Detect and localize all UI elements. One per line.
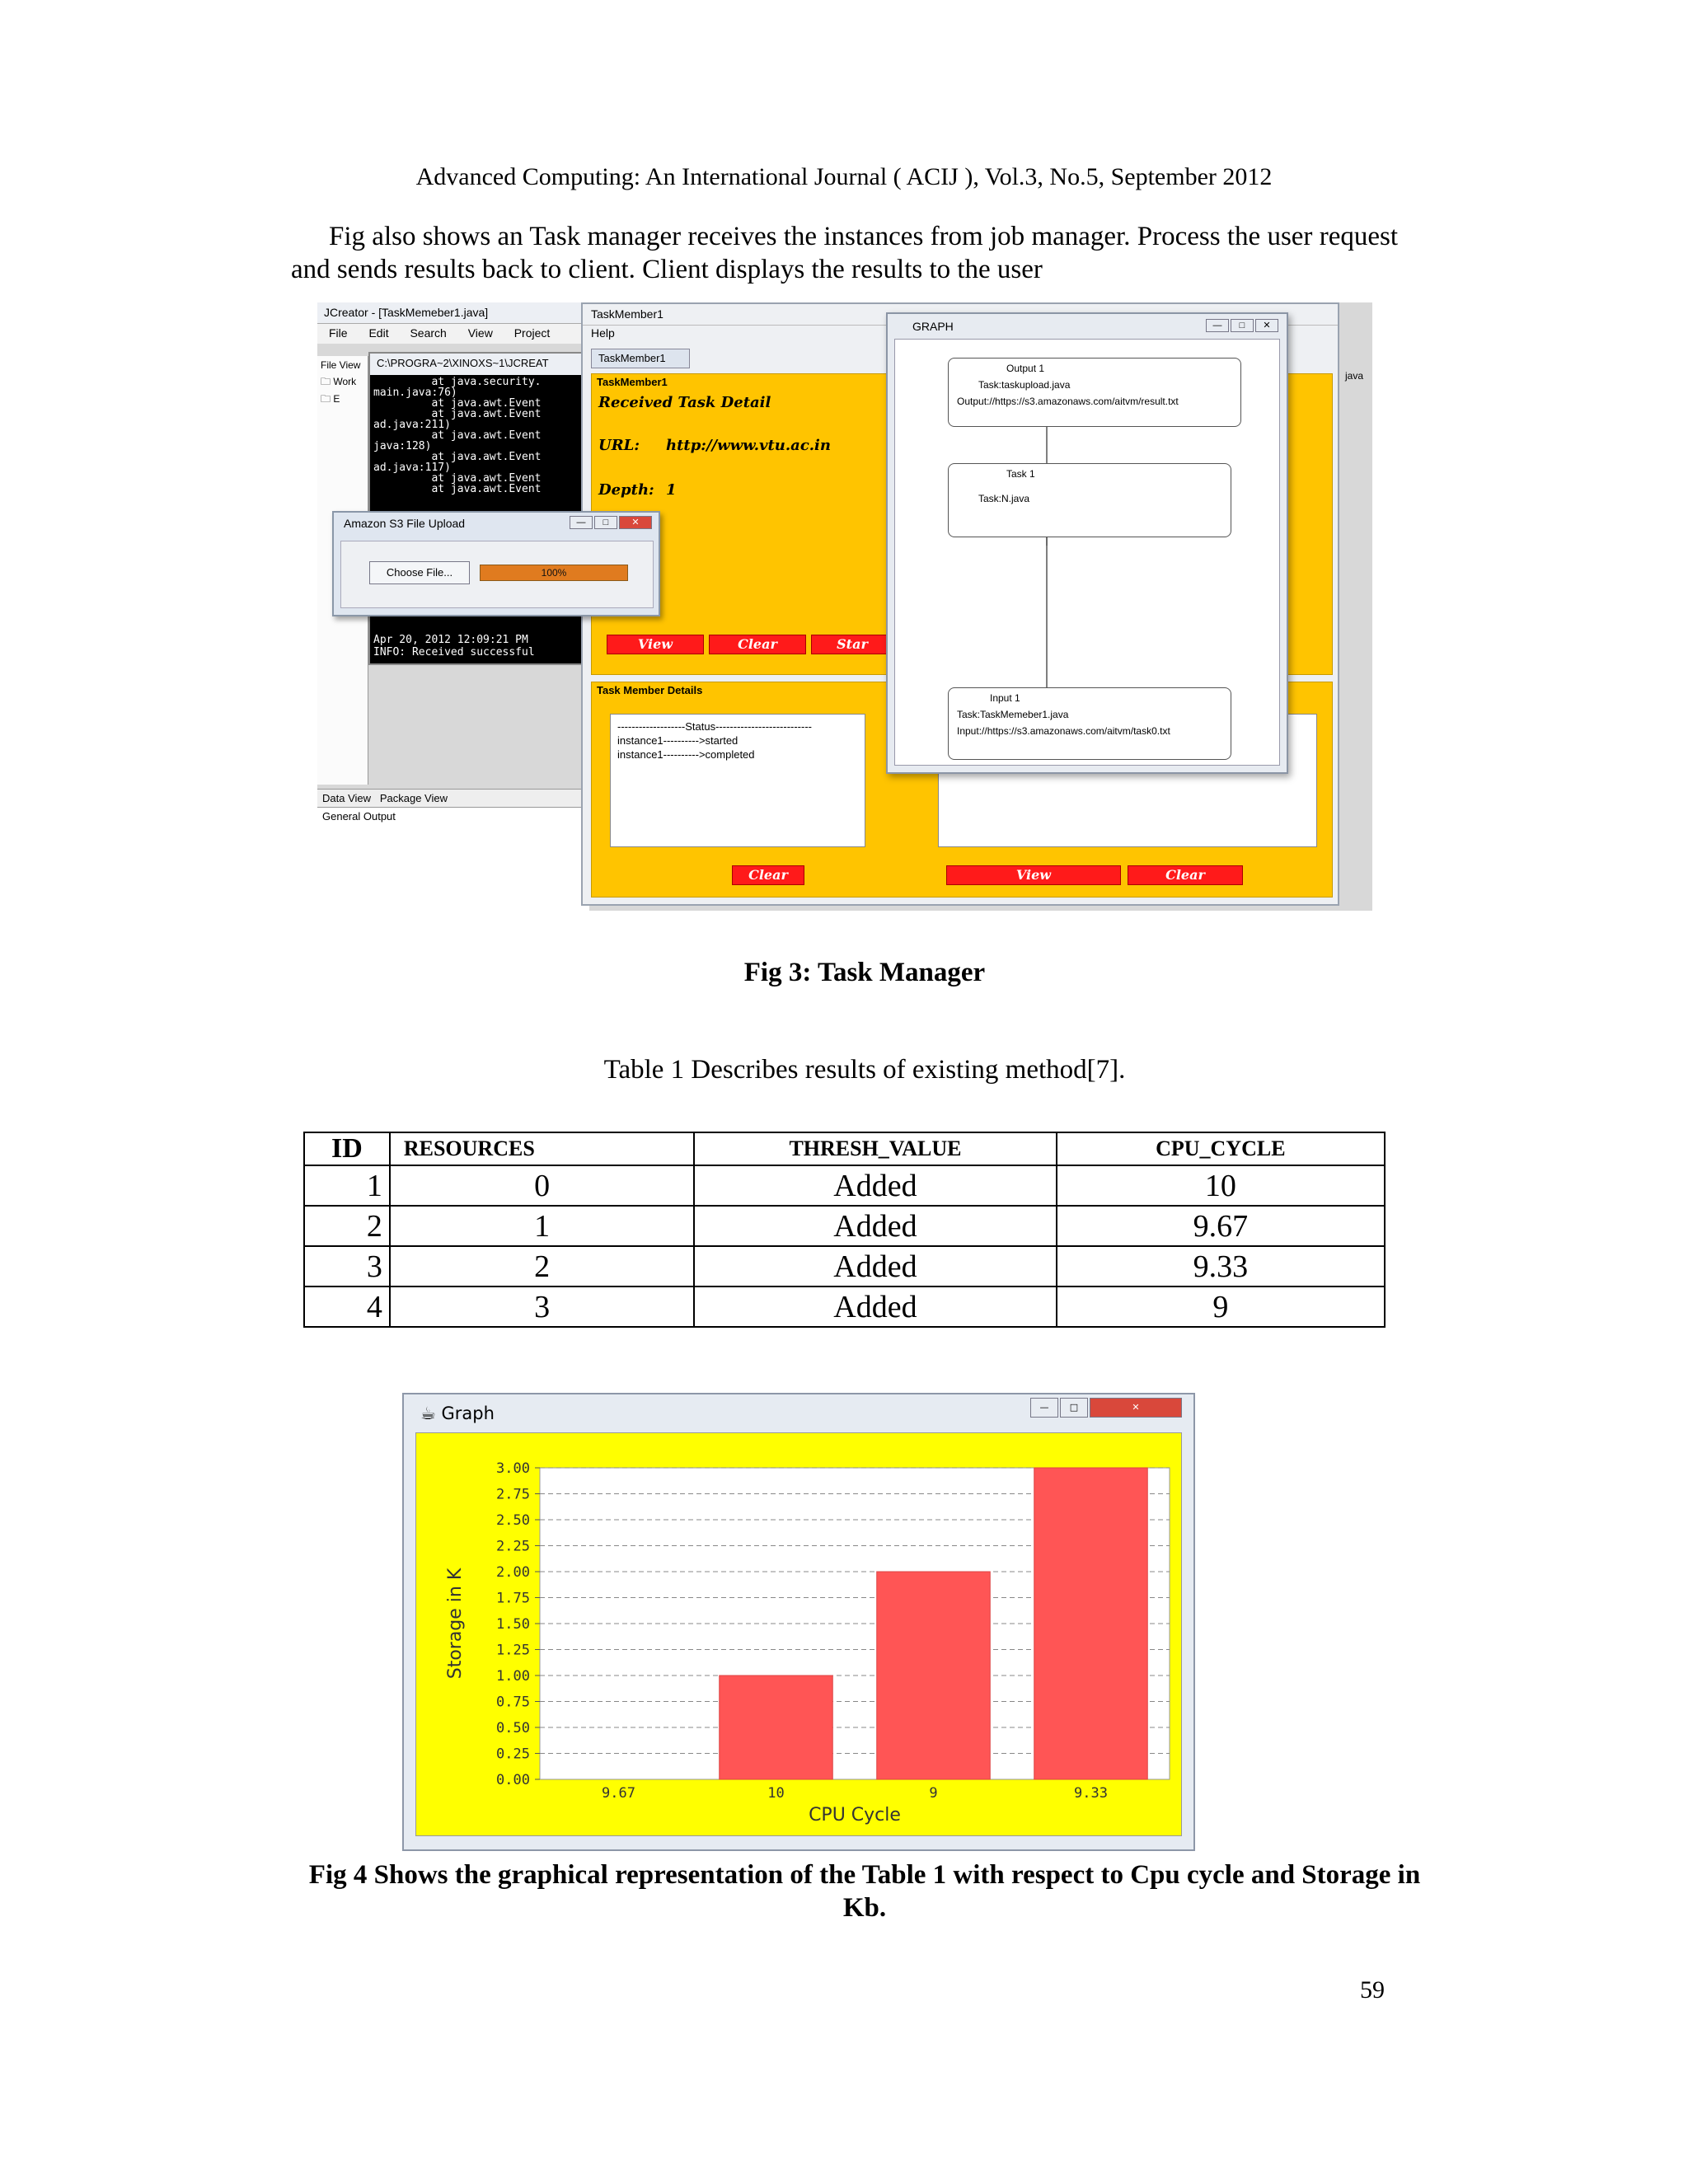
cell-id: 2 — [304, 1206, 390, 1246]
y-tick-label: 1.75 — [496, 1590, 530, 1607]
view-button-bottom[interactable]: View — [946, 865, 1121, 885]
table-row — [304, 1165, 1385, 1206]
results-table — [303, 1132, 1386, 1328]
y-tick-label: 1.25 — [496, 1642, 530, 1659]
graph-title: GRAPH — [912, 320, 954, 333]
editor-fragment: java — [1345, 370, 1364, 382]
bar — [720, 1675, 833, 1779]
bar-chart — [416, 1433, 1183, 1837]
view-button[interactable]: View — [607, 635, 704, 654]
input-node[interactable]: Input 1 Task:TaskMemeber1.java Input://https://s3.amazonaws.com/aitvm/task0.txt — [948, 687, 1231, 760]
chart-area — [415, 1432, 1182, 1836]
tab-taskmember1[interactable]: TaskMember1 — [591, 349, 690, 368]
menu-edit[interactable]: Edit — [368, 326, 389, 340]
x-tick-label: 9 — [929, 1785, 938, 1802]
cell-cpu: 9 — [1057, 1286, 1385, 1327]
console-title: C:\PROGRA~2\XINOXS~1\JCREAT — [370, 354, 618, 375]
y-tick-label: 0.50 — [496, 1720, 530, 1736]
close-icon[interactable]: ✕ — [1255, 319, 1278, 332]
console-footer: Apr 20, 2012 12:09:21 PM INFO: Received successful — [373, 634, 535, 658]
cell-cpu: 9.33 — [1057, 1246, 1385, 1286]
task-node[interactable]: Task 1 Task:N.java — [948, 463, 1231, 537]
s3-window-controls — [570, 516, 652, 529]
close-icon[interactable]: ✕ — [619, 516, 652, 529]
table-description: Table 1 Describes results of existing method[7]. — [603, 1055, 1126, 1085]
maximize-icon[interactable]: □ — [594, 516, 617, 529]
tab-data-view[interactable]: Data View — [322, 792, 372, 804]
cell-thresh: Added — [694, 1246, 1056, 1286]
s3-body — [340, 541, 654, 608]
x-tick-label: 9.67 — [602, 1785, 635, 1802]
fig4-window-controls — [1030, 1398, 1182, 1418]
clear-button-bottom[interactable]: Clear — [732, 865, 804, 885]
s3-upload-dialog — [332, 511, 660, 616]
tree-item-e[interactable]: 🗀 E — [321, 393, 340, 405]
cell-resources: 3 — [390, 1286, 694, 1327]
depth-value: 1 — [666, 481, 677, 499]
bar — [877, 1572, 991, 1779]
y-tick-label: 0.00 — [496, 1772, 530, 1788]
cell-resources: 2 — [390, 1246, 694, 1286]
bar — [1034, 1468, 1148, 1779]
y-tick-label: 1.00 — [496, 1668, 530, 1685]
minimize-icon[interactable]: — — [1206, 319, 1229, 332]
page-number: 59 — [1360, 1976, 1385, 2004]
upload-progress-bar: 100% — [480, 565, 628, 581]
general-output-panel: General Output — [317, 807, 589, 911]
y-axis-label: Storage in K — [445, 1568, 466, 1680]
x-axis-label: CPU Cycle — [809, 1805, 901, 1825]
close-icon[interactable]: ✕ — [1090, 1398, 1182, 1418]
header-id: ID — [304, 1132, 390, 1165]
journal-header: Advanced Computing: An International Journal ( ACIJ ), Vol.3, No.5, September 2012 — [415, 163, 1273, 190]
x-tick-label: 9.33 — [1074, 1785, 1108, 1802]
java-cup-icon: ☕ — [420, 1404, 436, 1423]
view-tabs — [317, 789, 589, 807]
cell-resources: 1 — [390, 1206, 694, 1246]
header-thresh-value: THRESH_VALUE — [694, 1132, 1056, 1165]
details-label: Task Member Details — [597, 684, 703, 696]
output-node[interactable]: Output 1 Task:taskupload.java Output://https://s3.amazonaws.com/aitvm/result.txt — [948, 358, 1241, 427]
graph-window-fig4 — [402, 1393, 1195, 1851]
cell-thresh: Added — [694, 1286, 1056, 1327]
y-tick-label: 0.75 — [496, 1694, 530, 1711]
header-resources: RESOURCES — [390, 1132, 694, 1165]
y-tick-label: 2.00 — [496, 1564, 530, 1581]
start-button[interactable]: Star — [811, 635, 893, 654]
x-tick-label: 10 — [767, 1785, 785, 1802]
tab-package-view[interactable]: Package View — [379, 792, 448, 804]
cell-id: 4 — [304, 1286, 390, 1327]
graph-window-controls — [1206, 319, 1278, 332]
folder-icon: 🗀 — [321, 393, 331, 405]
fig4-title-text: Graph — [441, 1404, 495, 1423]
header-cpu-cycle: CPU_CYCLE — [1057, 1132, 1385, 1165]
fig3-caption: Fig 3: Task Manager — [743, 958, 986, 987]
cell-thresh: Added — [694, 1165, 1056, 1206]
y-tick-label: 2.75 — [496, 1486, 530, 1503]
y-tick-label: 3.00 — [496, 1460, 530, 1477]
table-row — [304, 1246, 1385, 1286]
menu-file[interactable]: File — [329, 326, 348, 340]
menu-project[interactable]: Project — [513, 326, 551, 340]
table-header-row — [304, 1132, 1385, 1165]
menu-search[interactable]: Search — [410, 326, 447, 340]
console-output: at java.security. main.java:76) at java.awt.Event at java.awt.Event ad.java:211) at java.awt.Event java:128) at java.awt.Event ad.java:117) at java.awt.Event at java.awt.Event — [373, 376, 542, 495]
tree-item-work[interactable]: 🗀 Work — [321, 376, 357, 387]
cell-resources: 0 — [390, 1165, 694, 1206]
cell-id: 1 — [304, 1165, 390, 1206]
depth-label: Depth: — [598, 481, 654, 499]
graph-canvas — [894, 339, 1280, 766]
graph-window — [886, 312, 1288, 774]
table-row — [304, 1286, 1385, 1327]
url-label: URL: — [598, 437, 640, 454]
y-tick-label: 2.25 — [496, 1538, 530, 1555]
y-tick-label: 1.50 — [496, 1616, 530, 1633]
folder-icon: 🗀 — [321, 376, 331, 387]
s3-title-text: Amazon S3 File Upload — [344, 517, 466, 530]
received-task-heading: Received Task Detail — [598, 394, 771, 411]
clear-button[interactable]: Clear — [709, 635, 806, 654]
maximize-icon[interactable]: □ — [1231, 319, 1254, 332]
intro-paragraph: Fig also shows an Task manager receives the instances from job manager. Process the user request and sends results back to client. Client displays the results to the user — [291, 222, 1398, 284]
task-manager-screenshot — [317, 302, 1372, 911]
maximize-icon[interactable]: □ — [1060, 1398, 1088, 1418]
url-value: http://www.vtu.ac.in — [666, 437, 831, 454]
minimize-icon[interactable]: — — [570, 516, 593, 529]
cell-cpu: 10 — [1057, 1165, 1385, 1206]
status-box: -------------------Status--------------------------- instance1---------->started instance1---------->completed — [610, 714, 865, 847]
minimize-icon[interactable]: — — [1030, 1398, 1058, 1418]
jcreator-menu-bar — [317, 324, 589, 344]
jcreator-title-bar: JCreator - [TaskMemeber1.java] — [317, 302, 589, 324]
menu-view[interactable]: View — [467, 326, 493, 340]
y-tick-label: 0.25 — [496, 1746, 530, 1763]
cell-id: 3 — [304, 1246, 390, 1286]
fig4-caption: Fig 4 Shows the graphical representation of the Table 1 with respect to Cpu cycle and Storage in Kb. — [308, 1860, 1421, 1923]
graph-connector-lower — [895, 340, 1281, 766]
clear-button-bottom-right[interactable]: Clear — [1128, 865, 1243, 885]
file-view-label: File View — [321, 359, 361, 371]
cell-thresh: Added — [694, 1206, 1056, 1246]
choose-file-button[interactable]: Choose File... — [369, 561, 470, 584]
menu-help[interactable]: Help — [591, 326, 615, 340]
task-member-title: TaskMember1 — [583, 304, 1338, 326]
panel-label: TaskMember1 — [597, 376, 668, 388]
y-tick-label: 2.50 — [496, 1512, 530, 1529]
cell-cpu: 9.67 — [1057, 1206, 1385, 1246]
table-row — [304, 1206, 1385, 1246]
